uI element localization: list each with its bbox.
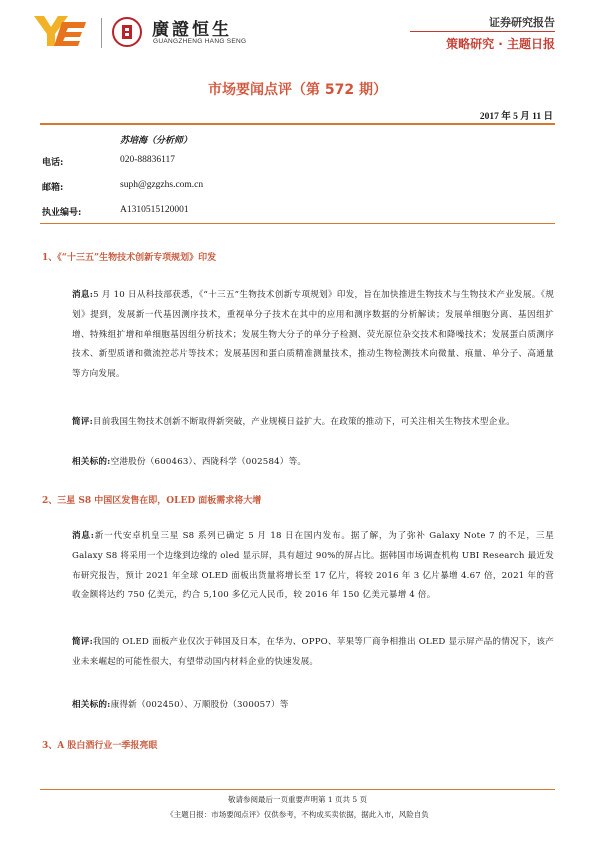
comment-paragraph bbox=[72, 413, 554, 433]
info-rule bbox=[40, 223, 555, 224]
para-text: 空港股份（600463）、西陇科学（002584）等。 bbox=[110, 457, 307, 467]
section-heading: 1、《“十三五”生物技术创新专项规划》印发 bbox=[42, 253, 217, 263]
brand-name: 廣證恒生 bbox=[152, 20, 232, 40]
license-label: 执业编号: bbox=[42, 208, 82, 218]
para-label: 消息: bbox=[72, 290, 94, 300]
header-divider bbox=[410, 31, 555, 32]
targets-paragraph bbox=[72, 696, 554, 716]
footer-rule bbox=[40, 789, 555, 790]
para-text: 康得新（002450）、万顺股份（300057）等 bbox=[110, 700, 289, 710]
footer-note: 《主题日报：市场要闻点评》仅供参考，不构成买卖依据，据此入市，风险自负 bbox=[166, 810, 429, 819]
footer-disclaimer: 敬请参阅最后一页重要声明第 1 页共 5 页 bbox=[227, 795, 368, 804]
news-paragraph bbox=[72, 527, 554, 606]
header-rule bbox=[40, 123, 555, 125]
analyst-name: 苏培海（分析师） bbox=[120, 136, 193, 146]
seal-icon bbox=[112, 17, 142, 47]
ye-logo bbox=[32, 14, 88, 48]
brand-name-en: GUANGZHENG HANG SENG bbox=[153, 38, 247, 45]
logo-divider bbox=[101, 18, 102, 48]
para-text: 5 月 10 日从科技部获悉，《“十三五”生物技术创新专项规划》印发，旨在加快推进生物技术与生物技术产业发展。《规划》提到，发展新一代基因测序技术，重视单分子技术在其中的应用和测序数据的分析解读；发展单细胞分离、基因组扩增、特殊组扩增和单细胞基因组分析技术；发展生物大分子的单分子检测、荧光原位杂交技术和降噪技术；发展蛋白质测序技术、新型质谱和微流控芯片等技术；发展基因和蛋白质精准测量技术，推动生物检测技术向微量、痕量、单分子、高通量等方向发展。 bbox=[72, 290, 555, 380]
news-paragraph bbox=[72, 286, 554, 385]
para-text: 我国的 OLED 面板产业仅次于韩国及日本，在华为、OPPO、苹果等厂商争相推出 OLED 显示屏产品的情况下，该产业未来崛起的可能性很大，有望带动国内材料企业的快速发展。 bbox=[72, 637, 554, 667]
para-text: 目前我国生物技术创新不断取得新突破，产业规模日益扩大。在政策的推动下，可关注相关生物技术型企业。 bbox=[92, 417, 516, 427]
para-label: 相关标的: bbox=[72, 457, 111, 467]
page-title: 市场要闻点评（第 572 期） bbox=[208, 82, 387, 98]
report-subtitle: 策略研究 · 主题日报 bbox=[446, 37, 555, 51]
comment-paragraph bbox=[72, 633, 554, 673]
email-label: 邮箱: bbox=[42, 183, 64, 193]
para-label: 简评: bbox=[72, 637, 93, 647]
para-label: 简评: bbox=[72, 417, 93, 427]
section-heading: 2、三星 S8 中国区发售在即，OLED 面板需求将大增 bbox=[42, 496, 262, 506]
phone-label: 电话: bbox=[42, 158, 64, 168]
report-date: 2017 年 5 月 11 日 bbox=[479, 112, 553, 122]
email-value: suph@gzgzhs.com.cn bbox=[120, 180, 204, 190]
report-header bbox=[0, 0, 595, 60]
phone-value: 020-88836117 bbox=[120, 155, 176, 165]
section-heading: 3、A 股白酒行业一季报亮眼 bbox=[42, 741, 158, 751]
para-text: 新一代安卓机皇三星 S8 系列已确定 5 月 18 日在国内发布。据了解，为了弥补 Galaxy Note 7 的不足，三星 Galaxy S8 将采用一个边缘到边缘的 oled 显示屏，具有超过 90%的屏占比。据韩国市场调查机构 UBI Research 最近发布研究报告，预计 2021 年全球 OLED 面板出货量将增长至 17 亿片，将较 2016 年 3 亿片暴增 4.67 倍，2021 年的营收金额将达约 750 亿美元，约合 5,100 多亿元人民币，较 2016 年 150 亿美元暴增 4 倍。 bbox=[72, 531, 554, 601]
para-label: 消息: bbox=[72, 531, 95, 541]
license-value: A1310515120001 bbox=[120, 205, 189, 215]
targets-paragraph bbox=[72, 453, 554, 473]
para-label: 相关标的: bbox=[72, 700, 111, 710]
report-type: 证券研究报告 bbox=[489, 16, 555, 29]
